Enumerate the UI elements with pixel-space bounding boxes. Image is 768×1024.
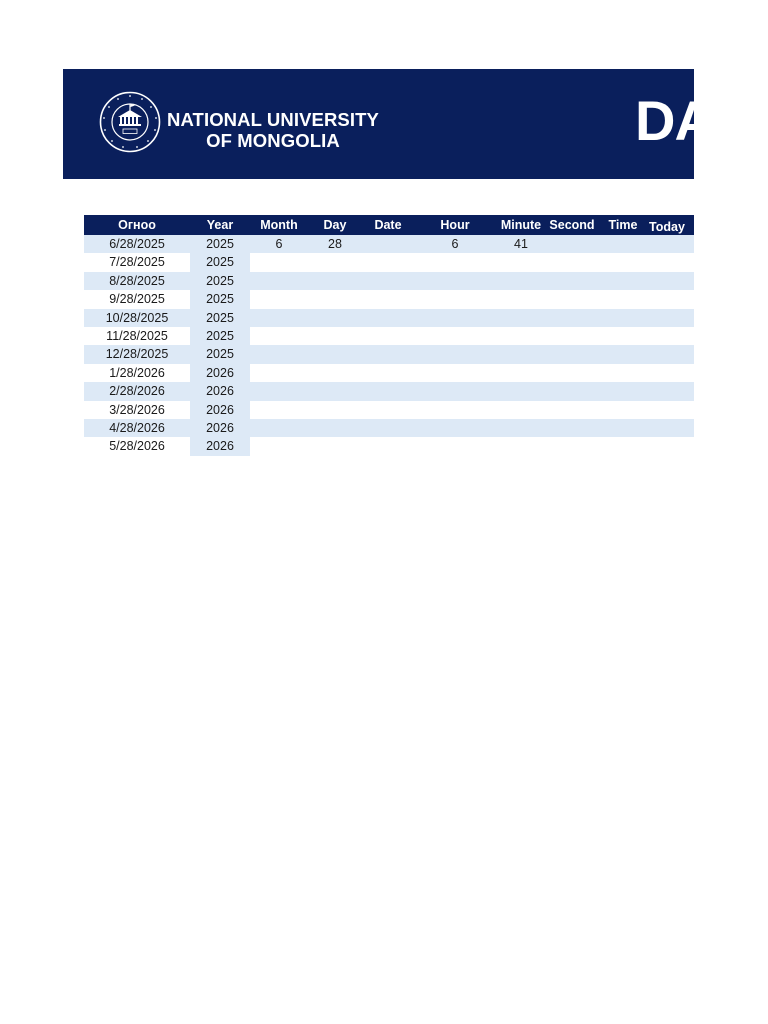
- cell-year[interactable]: 2025: [206, 237, 234, 251]
- table-row: [84, 345, 694, 363]
- header-banner: [63, 69, 714, 179]
- cell-year[interactable]: 2026: [206, 365, 234, 380]
- cell-year[interactable]: 2025: [206, 292, 234, 307]
- cell-ognoo[interactable]: 12/28/2025: [105, 347, 169, 362]
- table-row: [84, 272, 694, 290]
- cell-ognoo[interactable]: 2/28/2026: [109, 384, 165, 399]
- cell-ognoo[interactable]: 8/28/2025: [109, 273, 165, 288]
- cell-ognoo[interactable]: 7/28/2025: [109, 255, 165, 270]
- column-header-second: Second: [549, 218, 595, 232]
- column-header-ognoo: Огноо: [118, 218, 156, 232]
- cell-ognoo[interactable]: 4/28/2026: [109, 420, 165, 435]
- table-row: [84, 253, 694, 271]
- column-header-month: Month: [260, 218, 298, 232]
- university-name-line-1: NATIONAL UNIVERSITY: [167, 109, 379, 130]
- cell-year[interactable]: 2025: [206, 255, 234, 270]
- column-header-time: Time: [608, 218, 638, 232]
- cell-minute[interactable]: 41: [514, 237, 528, 251]
- table-body: [84, 235, 694, 456]
- column-header-date: Date: [374, 218, 402, 232]
- cell-month[interactable]: 6: [275, 237, 283, 251]
- cell-year[interactable]: 2026: [206, 439, 234, 454]
- cell-year[interactable]: 2026: [206, 420, 234, 435]
- table-row: [84, 364, 694, 382]
- table-row: [84, 290, 694, 308]
- university-seal-icon: [99, 91, 161, 153]
- cell-hour[interactable]: 6: [451, 237, 459, 251]
- cell-ognoo[interactable]: 1/28/2026: [109, 365, 165, 380]
- table-row: [84, 235, 694, 253]
- cell-ognoo[interactable]: 6/28/2025: [109, 237, 165, 251]
- column-header-day: Day: [323, 218, 347, 232]
- cell-ognoo[interactable]: 10/28/2025: [105, 310, 169, 325]
- table-row: [84, 382, 694, 400]
- cell-year[interactable]: 2025: [206, 347, 234, 362]
- column-header-today: Today: [649, 220, 685, 234]
- table-row: [84, 419, 694, 437]
- column-header-hour: Hour: [440, 218, 470, 232]
- page-title-fragment: DA: [635, 89, 714, 152]
- cell-year[interactable]: 2025: [206, 328, 234, 343]
- cell-ognoo[interactable]: 9/28/2025: [109, 292, 165, 307]
- table-row: [84, 309, 694, 327]
- university-name: [167, 109, 379, 151]
- cell-year[interactable]: 2025: [206, 310, 234, 325]
- cell-year[interactable]: 2025: [206, 273, 234, 288]
- column-header-year: Year: [206, 218, 234, 232]
- table-row: [84, 327, 694, 345]
- university-name-line-2: OF MONGOLIA: [206, 130, 340, 151]
- cell-ognoo[interactable]: 11/28/2025: [106, 328, 168, 343]
- cell-year[interactable]: 2026: [206, 402, 234, 417]
- cell-ognoo[interactable]: 5/28/2026: [109, 439, 165, 454]
- table-header-row: [84, 215, 694, 235]
- column-header-minute: Minute: [500, 218, 542, 232]
- table-row: [84, 401, 694, 419]
- table-row: [84, 437, 694, 455]
- cell-year[interactable]: 2026: [206, 384, 234, 399]
- date-table: [84, 215, 694, 456]
- cell-ognoo[interactable]: 3/28/2026: [109, 402, 165, 417]
- cell-day[interactable]: 28: [328, 237, 342, 251]
